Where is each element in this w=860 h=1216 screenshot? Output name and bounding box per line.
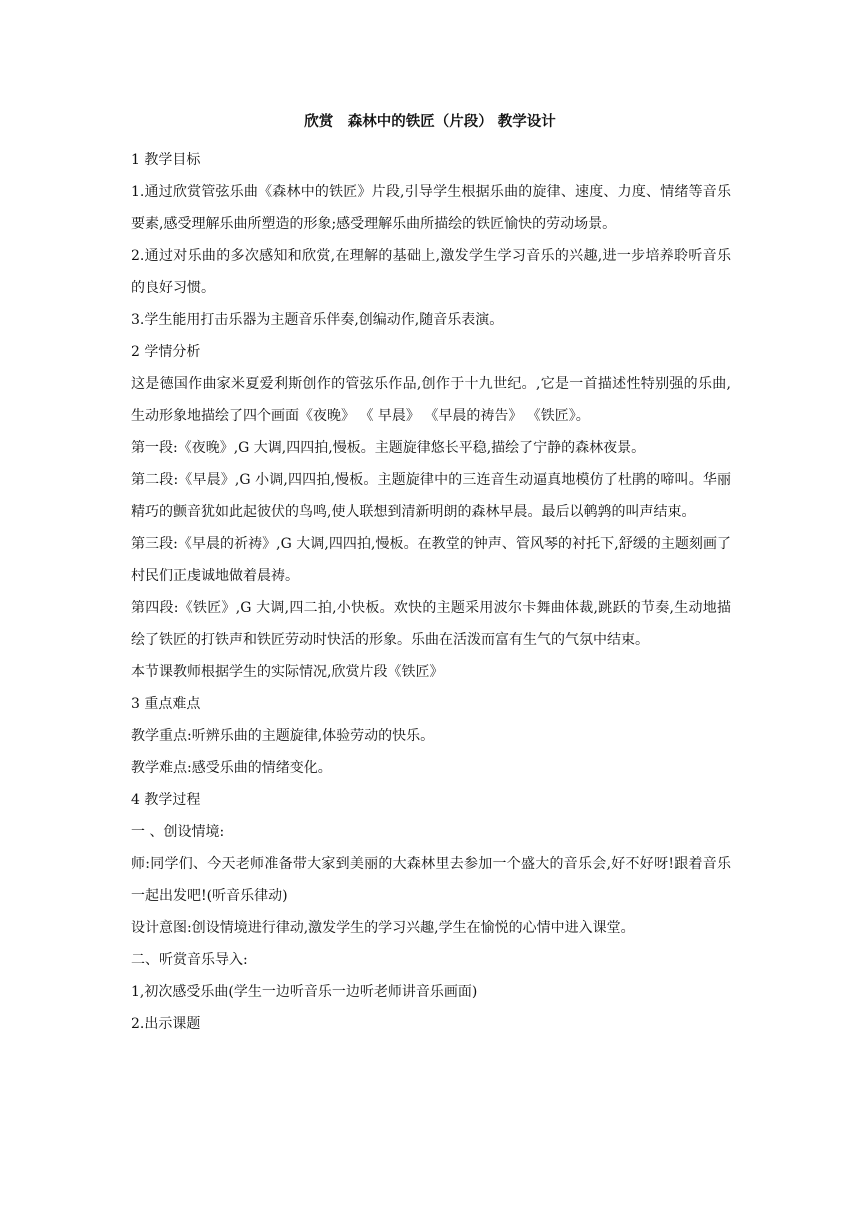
paragraph-lesson-note: 本节课教师根据学生的实际情况,欣赏片段《铁匠》 bbox=[131, 664, 444, 680]
paragraph-first-listening: 1,初次感受乐曲(学生一边听音乐一边听老师讲音乐画面) bbox=[131, 984, 478, 1000]
paragraph-goal-2: 2.通过对乐曲的多次感知和欣赏,在理解的基础上,激发学生学习音乐的兴趣,进一步培养聆听音乐的良好习惯。 bbox=[131, 248, 731, 296]
subheading-listening-intro: 二、听赏音乐导入: bbox=[131, 952, 248, 968]
paragraph-design-intent: 设计意图:创设情境进行律动,激发学生的学习兴趣,学生在愉悦的心情中进入课堂。 bbox=[131, 920, 635, 936]
paragraph-work-intro: 这是德国作曲家米夏爱利斯创作的管弦乐作品,创作于十九世纪。,它是一首描述性特别强的乐曲,生动形象地描绘了四个画面《夜晚》 《 早晨》 《早晨的祷告》 《铁匠》。 bbox=[131, 376, 731, 424]
document-title: 欣赏 森林中的铁匠（片段） 教学设计 bbox=[304, 113, 556, 130]
paragraph-difficult-point: 教学难点:感受乐曲的情绪变化。 bbox=[131, 760, 332, 776]
section-heading-teaching-goals: 1 教学目标 bbox=[131, 152, 201, 168]
paragraph-goal-1: 1.通过欣赏管弦乐曲《森林中的铁匠》片段,引导学生根据乐曲的旋律、速度、力度、情绪等音乐要素,感受理解乐曲所塑造的形象;感受理解乐曲所描绘的铁匠愉快的劳动场景。 bbox=[131, 184, 731, 232]
paragraph-key-point: 教学重点:听辨乐曲的主题旋律,体验劳动的快乐。 bbox=[131, 728, 435, 744]
paragraph-show-title: 2.出示课题 bbox=[131, 1016, 201, 1032]
paragraph-section-3: 第三段:《早晨的祈祷》,G 大调,四四拍,慢板。在教堂的钟声、管风琴的衬托下,舒缓的主题刻画了村民们正虔诚地做着晨祷。 bbox=[131, 536, 731, 584]
document-body bbox=[131, 144, 731, 1040]
section-heading-teaching-process: 4 教学过程 bbox=[131, 792, 201, 808]
subheading-create-situation: 一 、创设情境: bbox=[131, 824, 225, 840]
paragraph-teacher-dialogue: 师:同学们、今天老师准备带大家到美丽的大森林里去参加一个盛大的音乐会,好不好呀!跟着音乐一起出发吧!(听音乐律动) bbox=[131, 856, 731, 904]
paragraph-section-2: 第二段:《早晨》,G 小调,四四拍,慢板。主题旋律中的三连音生动逼真地模仿了杜鹃的啼叫。华丽精巧的颤音犹如此起彼伏的鸟鸣,使人联想到清新明朗的森林早晨。最后以鹌鹑的叫声结束。 bbox=[131, 472, 731, 520]
paragraph-goal-3: 3.学生能用打击乐器为主题音乐伴奏,创编动作,随音乐表演。 bbox=[131, 312, 504, 328]
paragraph-section-4: 第四段:《铁匠》,G 大调,四二拍,小快板。欢快的主题采用波尔卡舞曲体裁,跳跃的节奏,生动地描绘了铁匠的打铁声和铁匠劳动时快活的形象。乐曲在活泼而富有生气的气氛中结束。 bbox=[131, 600, 731, 648]
section-heading-learner-analysis: 2 学情分析 bbox=[131, 344, 201, 360]
section-heading-key-points: 3 重点难点 bbox=[131, 696, 201, 712]
paragraph-section-1: 第一段:《夜晚》,G 大调,四四拍,慢板。主题旋律悠长平稳,描绘了宁静的森林夜景。 bbox=[131, 440, 646, 456]
